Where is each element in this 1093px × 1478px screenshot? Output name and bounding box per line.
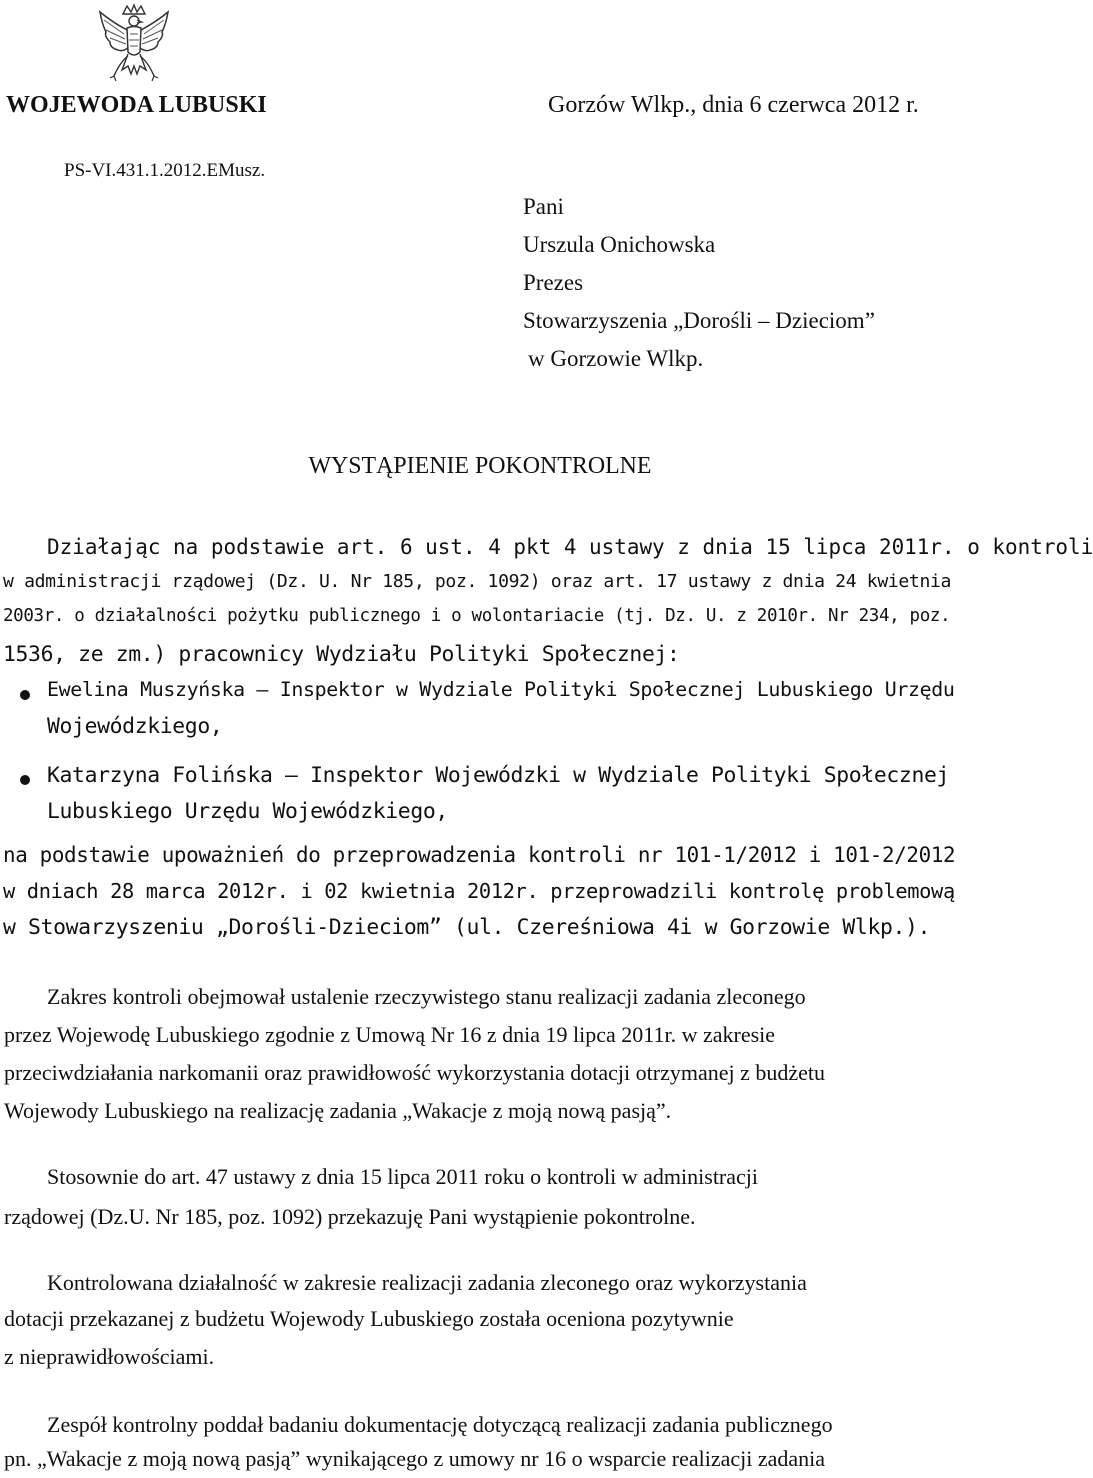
document-title: WYSTĄPIENIE POKONTROLNE xyxy=(308,453,652,479)
paragraph-line xyxy=(47,535,1093,559)
paragraph-line: Wojewody Lubuskiego na realizację zadania „Wakacje z moją nową pasją”. xyxy=(4,1098,672,1123)
paragraph-line: pn. „Wakacje z moją nową pasją” wynikającego z umowy nr 16 o wsparcie realizacji zadania xyxy=(4,1446,826,1471)
paragraph-line: w administracji rządowej (Dz. U. Nr 185, poz. 1092) oraz art. 17 ustawy z dnia 24 kwietnia xyxy=(3,571,952,592)
paragraph-line: Stosownie do art. 47 ustawy z dnia 15 lipca 2011 roku o kontroli w administracji xyxy=(47,1164,759,1189)
paragraph-line: na podstawie upoważnień do przeprowadzenia kontroli nr 101-1/2012 i 101-2/2012 xyxy=(3,843,956,867)
list-item: Lubuskiego Urzędu Wojewódzkiego, xyxy=(47,799,448,824)
addressee-line: Stowarzyszenia „Dorośli – Dzieciom” xyxy=(523,308,875,333)
reference-number: PS-VI.431.1.2012.EMusz. xyxy=(64,160,266,181)
bullet-icon xyxy=(20,690,30,700)
list-item: Katarzyna Folińska – Inspektor Wojewódzki w Wydziale Polityki Społecznej xyxy=(47,763,950,788)
paragraph-line: 2003r. o działalności pożytku publicznego i o wolontariacie (tj. Dz. U. z 2010r. Nr 234, poz. xyxy=(3,606,951,626)
addressee-line: w Gorzowie Wlkp. xyxy=(528,346,704,371)
paragraph-line: Zespół kontrolny poddał badaniu dokumentację dotyczącą realizacji zadania publicznego xyxy=(47,1412,833,1437)
bullet-icon xyxy=(20,775,30,785)
paragraph-line: w Stowarzyszeniu „Dorośli-Dzieciom” (ul. Czereśniowa 4i w Gorzowie Wlkp.). xyxy=(3,915,931,940)
paragraph-line: rządowej (Dz.U. Nr 185, poz. 1092) przekazuję Pani wystąpienie pokontrolne. xyxy=(4,1204,696,1229)
paragraph-line: Zakres kontroli obejmował ustalenie rzeczywistego stanu realizacji zadania zleconego xyxy=(47,984,806,1009)
authority-name: WOJEWODA LUBUSKI xyxy=(6,92,267,118)
eagle-emblem-icon xyxy=(96,4,172,92)
paragraph-line: z nieprawidłowościami. xyxy=(4,1344,215,1369)
paragraph-line: w dniach 28 marca 2012r. i 02 kwietnia 2012r. przeprowadzili kontrolę problemową xyxy=(3,879,955,903)
paragraph-line: przez Wojewodę Lubuskiego zgodnie z Umową Nr 16 z dnia 19 lipca 2011r. w zakresie xyxy=(4,1022,776,1047)
date-line: Gorzów Wlkp., dnia 6 czerwca 2012 r. xyxy=(548,92,919,118)
paragraph-line: 1536, ze zm.) pracownicy Wydziału Polityki Społecznej: xyxy=(3,642,680,667)
list-item: Ewelina Muszyńska – Inspektor w Wydziale Polityki Społecznej Lubuskiego Urzędu xyxy=(47,678,955,701)
addressee-line: Urszula Onichowska xyxy=(523,232,716,257)
addressee-line: Pani xyxy=(523,194,564,219)
paragraph-line: Kontrolowana działalność w zakresie realizacji zadania zleconego oraz wykorzystania xyxy=(47,1270,807,1295)
paragraph-line: przeciwdziałania narkomanii oraz prawidłowość wykorzystania dotacji otrzymanej z budżetu xyxy=(4,1060,826,1085)
list-item: Wojewódzkiego, xyxy=(47,714,223,739)
paragraph-line-text: Działając na podstawie art. 6 ust. 4 pkt 4 ustawy z dnia 15 lipca 2011r. o kontroli xyxy=(47,535,1093,559)
addressee-line: Prezes xyxy=(523,270,584,295)
paragraph-line: dotacji przekazanej z budżetu Wojewody Lubuskiego została oceniona pozytywnie xyxy=(4,1306,734,1331)
